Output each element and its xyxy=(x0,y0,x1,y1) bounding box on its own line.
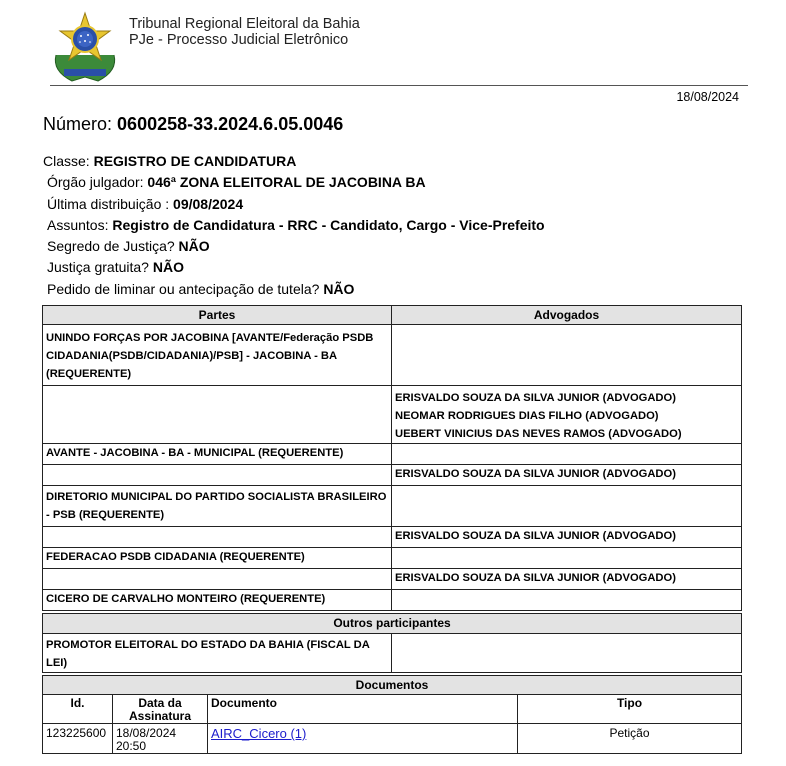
doc-tipo: Petição xyxy=(518,724,742,754)
table-row xyxy=(43,548,742,569)
parte-cell: FEDERACAO PSDB CIDADANIA (REQUERENTE) xyxy=(43,548,392,569)
documentos-table xyxy=(42,675,742,754)
parte-cell: CICERO DE CARVALHO MONTEIRO (REQUERENTE) xyxy=(43,590,392,611)
advogado-cell: ERISVALDO SOUZA DA SILVA JUNIOR (ADVOGADO) xyxy=(392,465,742,486)
parte-cell: UNINDO FORÇAS POR JACOBINA [AVANTE/Federação PSDB CIDADANIA(PSDB/CIDADANIA)/PSB] - JACOBINA - BA (REQUERENTE) xyxy=(43,325,392,386)
process-number xyxy=(43,114,343,135)
advogado-cell xyxy=(392,486,742,527)
parte-cell xyxy=(43,527,392,548)
advogado-cell: ERISVALDO SOUZA DA SILVA JUNIOR (ADVOGADO) xyxy=(392,569,742,590)
advogado-cell: ERISVALDO SOUZA DA SILVA JUNIOR (ADVOGADO) xyxy=(392,527,742,548)
info-label: Segredo de Justiça? xyxy=(47,238,179,254)
documentos-header: Documentos xyxy=(43,676,742,695)
info-ultima-distribuicao xyxy=(47,196,243,212)
table-row xyxy=(43,590,742,611)
info-label: Pedido de liminar ou antecipação de tutela? xyxy=(47,281,324,297)
parte-cell xyxy=(43,386,392,444)
col-id: Id. xyxy=(43,695,113,724)
info-assuntos xyxy=(47,217,545,233)
outros-header-row xyxy=(43,614,742,634)
info-orgao-julgador xyxy=(47,174,426,190)
advogado-cell xyxy=(392,590,742,611)
advogado-cell xyxy=(392,634,742,673)
table-row xyxy=(43,465,742,486)
table-row xyxy=(43,634,742,673)
doc-id: 123225600 xyxy=(43,724,113,754)
parte-cell: AVANTE - JACOBINA - BA - MUNICIPAL (REQUERENTE) xyxy=(43,444,392,465)
outros-participantes-table xyxy=(42,613,742,673)
doc-data: 18/08/2024 20:50 xyxy=(113,724,208,754)
parte-cell xyxy=(43,465,392,486)
partes-table xyxy=(42,305,742,611)
court-name: Tribunal Regional Eleitoral da Bahia xyxy=(129,16,360,32)
col-data-assinatura: Data da Assinatura xyxy=(113,695,208,724)
doc-documento-cell xyxy=(208,724,518,754)
documentos-header-row xyxy=(43,676,742,695)
table-row xyxy=(43,527,742,548)
info-value: REGISTRO DE CANDIDATURA xyxy=(93,153,297,169)
col-tipo: Tipo xyxy=(518,695,742,724)
parte-cell xyxy=(43,569,392,590)
system-name: PJe - Processo Judicial Eletrônico xyxy=(129,32,349,48)
info-justica-gratuita xyxy=(47,259,184,275)
table-row xyxy=(43,724,742,754)
table-row xyxy=(43,386,742,444)
partes-header-row xyxy=(43,306,742,325)
info-label: Última distribuição : xyxy=(47,196,174,212)
table-row xyxy=(43,569,742,590)
document-header xyxy=(50,8,750,86)
brazil-coat-of-arms-icon xyxy=(50,11,120,85)
info-value: Registro de Candidatura - RRC - Candidato, Cargo - Vice-Prefeito xyxy=(112,217,545,233)
table-row xyxy=(43,444,742,465)
info-segredo-justica xyxy=(47,238,210,254)
advogado-cell xyxy=(392,325,742,386)
document-link[interactable]: AIRC_Cicero (1) xyxy=(211,726,307,741)
partes-header: Partes xyxy=(43,306,392,325)
table-row xyxy=(43,486,742,527)
info-label: Justiça gratuita? xyxy=(47,259,153,275)
documentos-column-headers xyxy=(43,695,742,724)
info-value: NÃO xyxy=(152,259,184,275)
process-number-value: 0600258-33.2024.6.05.0046 xyxy=(117,114,344,134)
outros-header: Outros participantes xyxy=(43,614,742,634)
info-classe xyxy=(43,153,296,169)
table-row xyxy=(43,325,742,386)
advogado-cell xyxy=(392,548,742,569)
parte-cell: PROMOTOR ELEITORAL DO ESTADO DA BAHIA (FISCAL DA LEI) xyxy=(43,634,392,673)
info-value: 046ª ZONA ELEITORAL DE JACOBINA BA xyxy=(147,174,426,190)
info-pedido-liminar xyxy=(47,281,354,297)
info-value: 09/08/2024 xyxy=(173,196,244,212)
info-value: NÃO xyxy=(323,281,355,297)
advogado-cell xyxy=(392,444,742,465)
advogado-name: ERISVALDO SOUZA DA SILVA JUNIOR (ADVOGADO) xyxy=(395,392,676,404)
info-label: Assuntos: xyxy=(47,217,113,233)
col-documento: Documento xyxy=(208,695,518,724)
parte-cell: DIRETORIO MUNICIPAL DO PARTIDO SOCIALISTA BRASILEIRO - PSB (REQUERENTE) xyxy=(43,486,392,527)
advogado-name: NEOMAR RODRIGUES DIAS FILHO (ADVOGADO) xyxy=(395,410,659,422)
header-divider xyxy=(50,85,748,86)
process-number-label: Número: xyxy=(43,114,113,134)
advogado-cell xyxy=(392,386,742,444)
advogados-header: Advogados xyxy=(392,306,742,325)
info-value: NÃO xyxy=(178,238,210,254)
info-label: Órgão julgador: xyxy=(47,174,148,190)
advogado-name: UEBERT VINICIUS DAS NEVES RAMOS (ADVOGADO) xyxy=(395,428,682,440)
print-date: 18/08/2024 xyxy=(676,90,739,104)
info-label: Classe: xyxy=(43,153,94,169)
